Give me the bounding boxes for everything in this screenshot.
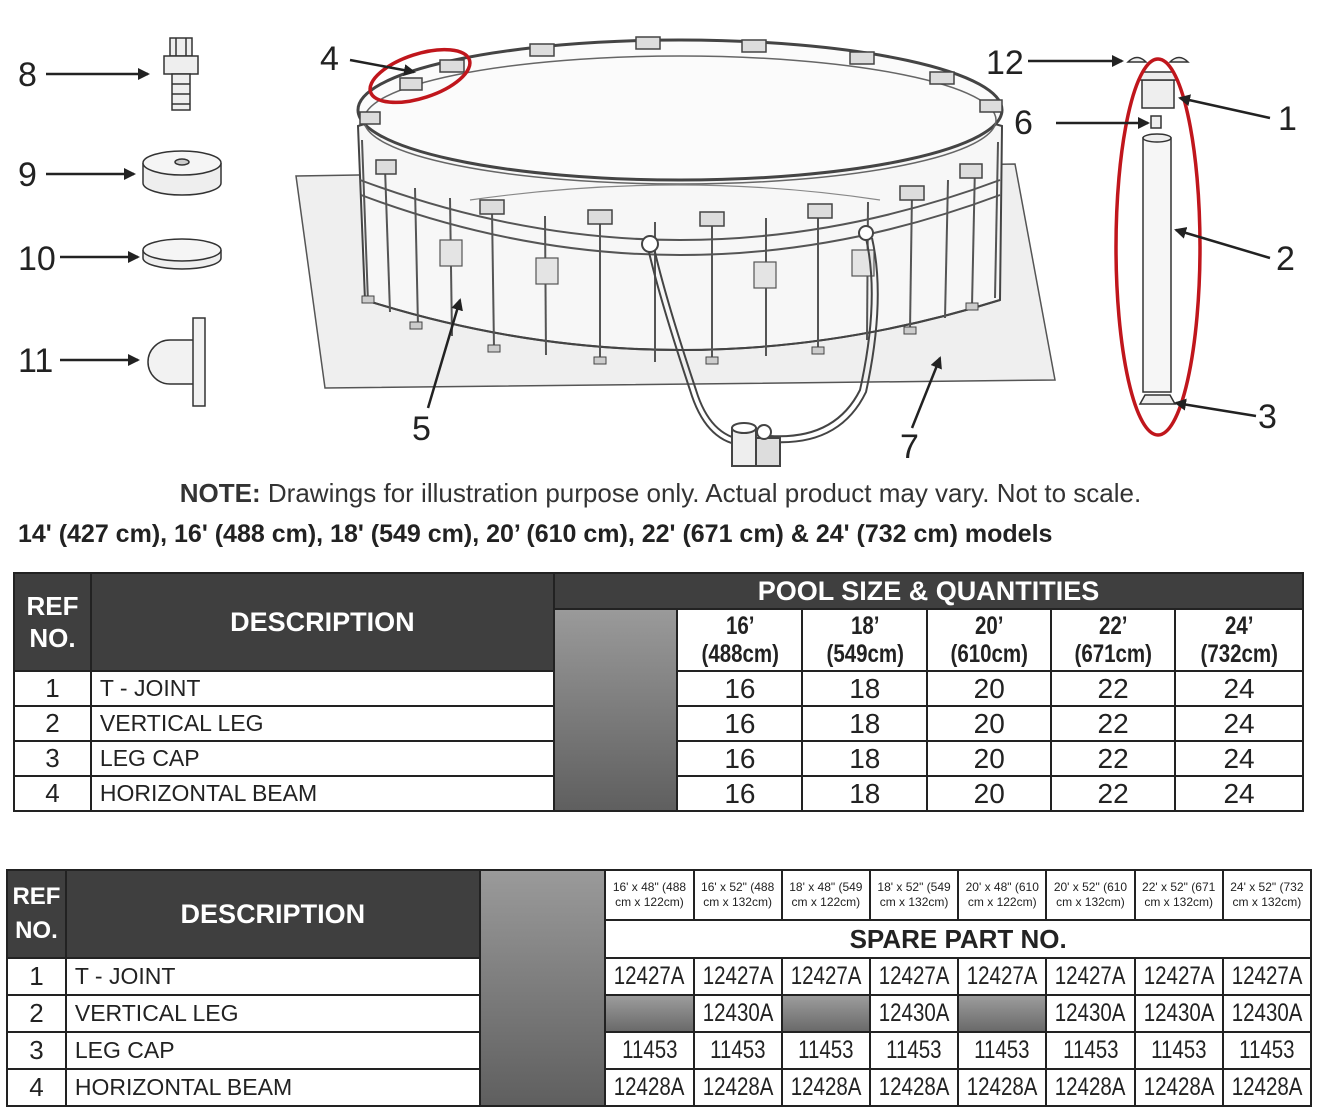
ref-cell: 4: [7, 1069, 66, 1106]
part-no-cell: 12430A: [1046, 995, 1134, 1032]
qty-cell: 16: [677, 671, 802, 706]
part-no-cell: 12428A: [870, 1069, 958, 1106]
part-no-cell: 12427A: [1046, 958, 1134, 995]
description-cell: VERTICAL LEG: [66, 995, 480, 1032]
ref-cell: 2: [7, 995, 66, 1032]
part-no-cell: 12430A: [1223, 995, 1311, 1032]
callout-9: 9: [18, 156, 37, 194]
qty-cell: 18: [802, 741, 927, 776]
spare-parts-table: [6, 869, 1312, 1107]
qty-cell: 24: [1175, 741, 1303, 776]
description-header: DESCRIPTION: [91, 573, 554, 671]
part-10-disk: [143, 239, 221, 269]
part-no-cell: 12430A: [870, 995, 958, 1032]
part-no-cell: 11453: [694, 1032, 782, 1069]
part-no-cell: 12428A: [958, 1069, 1046, 1106]
models-heading: 14' (427 cm), 16' (488 cm), 18' (549 cm), 20’ (610 cm), 22' (671 cm) & 24' (732 cm) models: [18, 520, 1053, 548]
callout-11: 11: [18, 342, 54, 380]
qty-cell: 22: [1051, 671, 1175, 706]
ref-cell: 2: [14, 706, 91, 741]
qty-cell: 18: [802, 776, 927, 811]
part-no-cell: 12428A: [1135, 1069, 1223, 1106]
parts-diagram: [0, 0, 1321, 470]
part-no-cell: 11453: [605, 1032, 693, 1069]
part-no-cell: 12427A: [870, 958, 958, 995]
part-no-cell: 12428A: [1223, 1069, 1311, 1106]
description-cell: T - JOINT: [91, 671, 554, 706]
part-no-cell: 12427A: [1223, 958, 1311, 995]
qty-cell: 20: [927, 671, 1051, 706]
na-cell: [958, 995, 1046, 1032]
part-11-wall-fitting: [148, 318, 205, 406]
part-no-cell: 12427A: [605, 958, 693, 995]
part-no-cell: 12428A: [694, 1069, 782, 1106]
size-header: 18' x 52" (549 cm x 132cm): [870, 870, 958, 920]
pool-size-quantities-header: POOL SIZE & QUANTITIES: [554, 573, 1303, 609]
size-header: 22’ (671cm): [1051, 609, 1175, 671]
description-cell: VERTICAL LEG: [91, 706, 554, 741]
na-cell: [782, 995, 870, 1032]
callout-1: 1: [1278, 100, 1297, 138]
callout-2: 2: [1276, 240, 1295, 278]
part-no-cell: 12428A: [1046, 1069, 1134, 1106]
size-header: 24' x 52" (732 cm x 132cm): [1223, 870, 1311, 920]
description-cell: LEG CAP: [66, 1032, 480, 1069]
blank-grey-column: [480, 870, 606, 1106]
callout-3: 3: [1258, 398, 1277, 436]
description-cell: HORIZONTAL BEAM: [66, 1069, 480, 1106]
callout-5: 5: [412, 410, 431, 448]
qty-cell: 24: [1175, 776, 1303, 811]
description-cell: T - JOINT: [66, 958, 480, 995]
ref-cell: 1: [7, 958, 66, 995]
pool-size-quantities-table: [13, 572, 1304, 812]
part-no-cell: 11453: [1046, 1032, 1134, 1069]
ref-cell: 4: [14, 776, 91, 811]
qty-cell: 18: [802, 706, 927, 741]
description-cell: HORIZONTAL BEAM: [91, 776, 554, 811]
size-header: 20' x 48" (610 cm x 122cm): [958, 870, 1046, 920]
table-row: [7, 1069, 1311, 1106]
callout-8: 8: [18, 56, 37, 94]
callout-6: 6: [1014, 104, 1033, 142]
qty-cell: 16: [677, 776, 802, 811]
part-no-cell: 12427A: [1135, 958, 1223, 995]
qty-cell: 22: [1051, 776, 1175, 811]
part-no-cell: 11453: [782, 1032, 870, 1069]
part-no-cell: 12428A: [782, 1069, 870, 1106]
size-header: 20’ (610cm): [927, 609, 1051, 671]
size-header: 20' x 52" (610 cm x 132cm): [1046, 870, 1134, 920]
qty-cell: 20: [927, 741, 1051, 776]
size-header: 16’ (488cm): [677, 609, 802, 671]
note-text: NOTE: Drawings for illustration purpose only. Actual product may vary. Not to scale.: [179, 478, 1142, 508]
callout-10: 10: [18, 240, 56, 278]
table-row: [7, 958, 1311, 995]
part-8-plunger-valve: [164, 38, 198, 110]
blank-grey-column: [554, 609, 678, 811]
qty-cell: 24: [1175, 671, 1303, 706]
qty-cell: 16: [677, 706, 802, 741]
table-row: [7, 1032, 1311, 1069]
ref-no-header: REF NO.: [7, 870, 66, 958]
qty-cell: 24: [1175, 706, 1303, 741]
part-no-cell: 12427A: [782, 958, 870, 995]
part-no-cell: 12428A: [605, 1069, 693, 1106]
part-no-cell: 12427A: [694, 958, 782, 995]
qty-cell: 16: [677, 741, 802, 776]
part-no-cell: 11453: [870, 1032, 958, 1069]
part-no-cell: 12430A: [1135, 995, 1223, 1032]
ref-no-header: REF NO.: [14, 573, 91, 671]
ref-cell: 3: [14, 741, 91, 776]
callout-7: 7: [900, 428, 919, 466]
size-header: 18’ (549cm): [802, 609, 927, 671]
table-row: [7, 995, 1311, 1032]
size-header: 16' x 52" (488 cm x 132cm): [694, 870, 782, 920]
description-header: DESCRIPTION: [66, 870, 480, 958]
na-cell: [605, 995, 693, 1032]
callout-12: 12: [986, 44, 1024, 82]
ref-cell: 3: [7, 1032, 66, 1069]
part-no-cell: 11453: [1135, 1032, 1223, 1069]
qty-cell: 22: [1051, 706, 1175, 741]
part-no-cell: 12430A: [694, 995, 782, 1032]
qty-cell: 20: [927, 706, 1051, 741]
ref-cell: 1: [14, 671, 91, 706]
qty-cell: 22: [1051, 741, 1175, 776]
part-no-cell: 12427A: [958, 958, 1046, 995]
part-no-cell: 11453: [1223, 1032, 1311, 1069]
qty-cell: 18: [802, 671, 927, 706]
part-9-cylinder: [143, 151, 221, 195]
size-header: 18' x 48" (549 cm x 122cm): [782, 870, 870, 920]
size-header: 16' x 48" (488 cm x 122cm): [605, 870, 693, 920]
callout-4: 4: [320, 40, 339, 78]
part-no-cell: 11453: [958, 1032, 1046, 1069]
size-header: 22' x 52" (671 cm x 132cm): [1135, 870, 1223, 920]
spare-part-no-header: SPARE PART NO.: [605, 920, 1311, 958]
description-cell: LEG CAP: [91, 741, 554, 776]
qty-cell: 20: [927, 776, 1051, 811]
size-header: 24’ (732cm): [1175, 609, 1303, 671]
